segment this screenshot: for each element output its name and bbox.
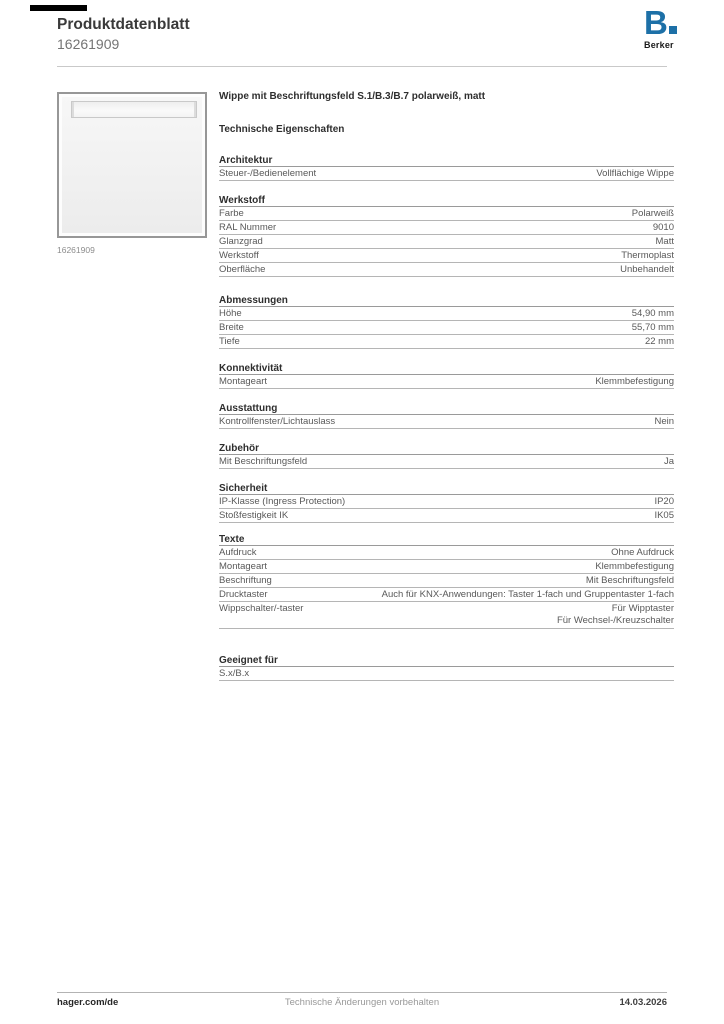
spec-content	[219, 91, 674, 681]
spec-value: Nein	[654, 416, 674, 427]
spec-section	[219, 363, 674, 389]
section-title: Texte	[219, 534, 674, 546]
spec-label: Höhe	[219, 308, 242, 319]
spec-row	[219, 495, 674, 509]
spec-section	[219, 155, 674, 181]
spec-label: S.x/B.x	[219, 668, 250, 679]
labeling-field-illustration	[71, 101, 197, 118]
document-title: Produktdatenblatt	[57, 16, 190, 33]
spec-row	[219, 307, 674, 321]
spec-label: Drucktaster	[219, 589, 268, 600]
spec-section	[219, 443, 674, 469]
spec-value: IK05	[654, 510, 674, 521]
berker-logo-wordmark: Berker	[644, 40, 674, 50]
spec-row	[219, 221, 674, 235]
spec-section	[219, 655, 674, 681]
section-title: Architektur	[219, 155, 674, 167]
spec-label: Montageart	[219, 376, 268, 387]
spec-label: Montageart	[219, 561, 268, 572]
spec-label: Wippschalter/-taster	[219, 603, 304, 614]
spec-sections	[219, 155, 674, 681]
spec-label: Steuer-/Bedienelement	[219, 168, 317, 179]
footer-divider	[57, 992, 667, 993]
spec-value: Klemmbefestigung	[595, 376, 674, 387]
spec-value: 54,90 mm	[631, 308, 674, 319]
spec-row	[219, 560, 674, 574]
header-divider	[57, 66, 667, 67]
spec-section	[219, 534, 674, 629]
section-title: Sicherheit	[219, 483, 674, 495]
section-title: Zubehör	[219, 443, 674, 455]
spec-value: Mit Beschriftungsfeld	[585, 575, 674, 586]
spec-value: Unbehandelt	[620, 264, 674, 275]
spec-row	[219, 235, 674, 249]
berker-logo	[644, 4, 690, 50]
berker-logo-mark	[644, 4, 690, 41]
spec-label: Kontrollfenster/Lichtauslass	[219, 416, 336, 427]
spec-label: Breite	[219, 322, 244, 333]
spec-label: Beschriftung	[219, 575, 272, 586]
tech-properties-heading: Technische Eigenschaften	[219, 124, 345, 135]
spec-value: Ohne Aufdruck	[611, 547, 674, 558]
spec-label: Werkstoff	[219, 250, 259, 261]
spec-label: Farbe	[219, 208, 244, 219]
spec-row	[219, 588, 674, 602]
spec-label: Glanzgrad	[219, 236, 263, 247]
section-title: Geeignet für	[219, 655, 674, 667]
section-title: Konnektivität	[219, 363, 674, 375]
spec-section	[219, 483, 674, 523]
print-registration-mark	[30, 5, 87, 11]
spec-row	[219, 455, 674, 469]
berker-logo-dot-icon	[669, 26, 677, 34]
product-title: Wippe mit Beschriftungsfeld S.1/B.3/B.7 polarweiß, matt	[219, 91, 486, 102]
rocker-switch-illustration	[62, 97, 202, 233]
spec-label: Aufdruck	[219, 547, 257, 558]
section-title: Werkstoff	[219, 195, 674, 207]
section-title: Ausstattung	[219, 403, 674, 415]
spec-row	[219, 602, 674, 629]
footer-date: 14.03.2026	[619, 997, 667, 1008]
spec-row	[219, 375, 674, 389]
spec-row	[219, 207, 674, 221]
spec-value: Matt	[655, 236, 674, 247]
spec-section	[219, 403, 674, 429]
spec-value: Polarweiß	[631, 208, 674, 219]
spec-label: Stoßfestigkeit IK	[219, 510, 289, 521]
spec-label: Oberfläche	[219, 264, 266, 275]
product-image-caption: 16261909	[57, 245, 95, 255]
spec-section	[219, 295, 674, 349]
spec-row	[219, 667, 674, 681]
spec-value: IP20	[654, 496, 674, 507]
spec-row	[219, 415, 674, 429]
article-number: 16261909	[57, 36, 120, 52]
spec-row	[219, 263, 674, 277]
spec-row	[219, 335, 674, 349]
product-image	[57, 92, 207, 238]
spec-value: 9010	[652, 222, 674, 233]
spec-label: RAL Nummer	[219, 222, 277, 233]
footer-website: hager.com/de	[57, 997, 119, 1008]
spec-row	[219, 321, 674, 335]
spec-value: Für Wipptaster Für Wechsel-/Kreuzschalter	[556, 603, 674, 626]
spec-label: IP-Klasse (Ingress Protection)	[219, 496, 346, 507]
spec-row	[219, 167, 674, 181]
spec-row	[219, 249, 674, 263]
spec-value: Thermoplast	[621, 250, 674, 261]
spec-value: Ja	[663, 456, 674, 467]
product-figure	[57, 92, 207, 255]
spec-row	[219, 546, 674, 560]
spec-value: Klemmbefestigung	[595, 561, 674, 572]
spec-value: 55,70 mm	[631, 322, 674, 333]
spec-section	[219, 195, 674, 277]
spec-value: Auch für KNX-Anwendungen: Taster 1-fach und Gruppentaster 1-fach	[381, 589, 674, 600]
section-title: Abmessungen	[219, 295, 674, 307]
spec-value: Vollflächige Wippe	[596, 168, 674, 179]
berker-logo-letter: B	[644, 4, 667, 41]
footer-disclaimer: Technische Änderungen vorbehalten	[284, 997, 440, 1008]
spec-value: 22 mm	[644, 336, 674, 347]
spec-row	[219, 574, 674, 588]
spec-label: Tiefe	[219, 336, 240, 347]
spec-label: Mit Beschriftungsfeld	[219, 456, 308, 467]
spec-row	[219, 509, 674, 523]
